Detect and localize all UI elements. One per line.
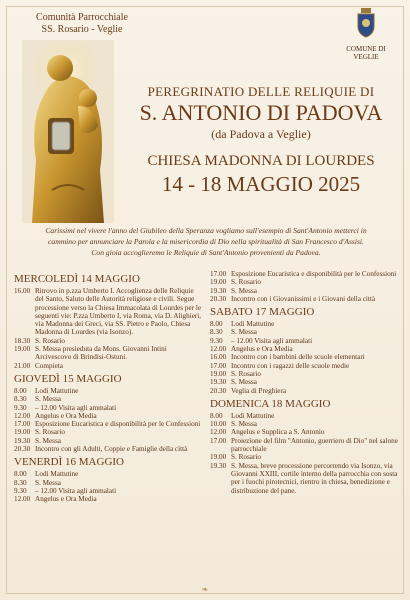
schedule-time: 8.00	[210, 411, 223, 420]
day-heading: MERCOLEDÌ 14 MAGGIO	[14, 273, 140, 285]
schedule-item	[14, 470, 204, 478]
schedule-text: Angelus e Ora Media	[35, 411, 97, 420]
schedule-text: S. Messa	[231, 420, 257, 429]
schedule-item	[210, 420, 400, 428]
schedule-item	[210, 453, 400, 461]
schedule-text: S. Rosario	[35, 336, 65, 345]
schedule-text: Esposizione Eucaristica e disponibilità per le Confessioni	[231, 270, 397, 278]
schedule-time: 8.00	[210, 320, 223, 329]
schedule-item	[210, 387, 400, 395]
schedule-text: S. Messa	[231, 286, 257, 295]
schedule-item	[210, 278, 400, 286]
comune-name: VEGLIE	[353, 53, 379, 61]
schedule-item	[14, 412, 204, 420]
intro-paragraph	[14, 225, 398, 258]
saint-anthony-statue-image	[22, 40, 114, 223]
event-titles	[120, 84, 402, 196]
schedule-text: Angelus e Supplica a S. Antonio	[231, 428, 325, 437]
coat-of-arms-icon	[355, 8, 377, 38]
schedule-text: Compieta	[35, 361, 63, 370]
schedule-time: 9.30	[210, 336, 223, 345]
schedule-time: 19.00	[210, 278, 227, 287]
schedule-text: Proiezione del film "Antonio, guerriero di Dio" nel salone parrocchiale	[231, 436, 398, 454]
schedule-text: S. Rosario	[231, 453, 261, 462]
schedule-time: 9.30	[14, 486, 27, 495]
schedule-time: 12.00	[14, 411, 31, 420]
schedule-item	[14, 395, 204, 403]
schedule-item	[210, 437, 400, 454]
schedule-text: Incontro con i Giovanissimi e i Giovani della città	[231, 294, 376, 303]
schedule-time: 10.00	[210, 420, 227, 429]
schedule-text: S. Rosario	[35, 428, 65, 437]
schedule-item	[14, 287, 204, 337]
schedule-item	[210, 378, 400, 386]
schedule-time: 8.30	[210, 328, 223, 337]
schedule-time: 8.30	[14, 478, 27, 487]
schedule-item	[14, 479, 204, 487]
schedule-text: Lodi Mattutine	[35, 470, 79, 479]
schedule-item	[210, 462, 400, 495]
footer-ornament: ❧	[201, 585, 209, 594]
event-dates: 14 - 18 MAGGIO 2025	[161, 172, 361, 196]
schedule-text: Angelus e Ora Media	[35, 495, 97, 504]
schedule-text: Incontro con gli Adulti, Coppie e Famiglie della città	[35, 445, 188, 454]
intro-line: Carissimi nel vivere l'anno del Giubileo della Speranza vogliamo sull'esempio di Sant'Antonio metterci in	[45, 226, 367, 235]
schedule-time: 12.00	[210, 345, 227, 354]
schedule-item	[14, 387, 204, 395]
schedule-time: 12.00	[210, 428, 227, 437]
parish-header	[22, 12, 142, 36]
schedule-text: Angelus e Ora Media	[231, 345, 293, 354]
schedule-time: 17.00	[210, 436, 227, 445]
saint-name-heading: S. ANTONIO DI PADOVA	[139, 100, 383, 125]
schedule-item	[14, 437, 204, 445]
schedule-time: 16.00	[210, 353, 227, 362]
day-heading: SABATO 17 MAGGIO	[210, 306, 315, 319]
schedule-item	[210, 362, 400, 370]
schedule-item	[14, 428, 204, 436]
day-heading: GIOVEDÌ 15 MAGGIO	[14, 372, 122, 385]
schedule-time: 19.30	[210, 286, 227, 295]
schedule-time: 19.30	[210, 461, 227, 470]
schedule-text: Veglia di Preghiera	[231, 386, 287, 395]
schedule-time: 9.30	[14, 403, 27, 412]
schedule-right-column	[210, 270, 400, 495]
schedule-time: 17.00	[14, 420, 31, 429]
schedule-item	[14, 362, 204, 370]
church-name: CHIESA MADONNA DI LOURDES	[147, 153, 375, 169]
schedule-time: 19.00	[210, 369, 227, 378]
schedule-text: S. Messa	[231, 378, 257, 387]
schedule-time: 21.00	[14, 361, 31, 370]
schedule-text: – 12.00 Visita agli ammalati	[35, 403, 117, 412]
schedule-text: S. Messa	[35, 436, 61, 445]
schedule-item	[14, 337, 204, 345]
schedule-time: 18.30	[14, 336, 31, 345]
schedule-item	[210, 353, 400, 361]
day-heading: VENERDÌ 16 MAGGIO	[14, 456, 124, 469]
schedule-time: 16.00	[14, 287, 31, 295]
route-subtitle: (da Padova a Veglie)	[211, 127, 311, 141]
schedule-time: 8.30	[14, 395, 27, 404]
schedule-item	[210, 270, 400, 278]
schedule-text: S. Messa, breve processione percorrendo via Isonzo, via Giovanni XXIII, cortile interno della parrocchia con sosta per i fuochi pirotecnici, rientro in chiesa, benedizione e distribuzione del pane.	[231, 461, 398, 495]
schedule-text: S. Rosario	[231, 369, 261, 378]
schedule-time: 8.00	[14, 386, 27, 395]
schedule-item	[210, 337, 400, 345]
schedule-item	[14, 404, 204, 412]
day-heading: DOMENICA 18 MAGGIO	[210, 397, 331, 410]
schedule-text: Lodi Mattutine	[35, 386, 79, 395]
schedule-time: 20.30	[14, 445, 31, 454]
intro-line: cammino per annunciare la Parola e la misericordia di Dio nella spiritualità di San Francesco d'Assisi.	[48, 237, 364, 246]
schedule-item	[210, 320, 400, 328]
peregrinatio-heading: PEREGRINATIO DELLE RELIQUIE DI	[147, 84, 375, 99]
schedule-item	[14, 495, 204, 503]
parish-name: Comunità Parrocchiale	[36, 12, 128, 23]
schedule-time: 20.30	[210, 386, 227, 395]
schedule-time: 17.00	[210, 361, 227, 370]
schedule-item	[14, 445, 204, 453]
schedule-item	[210, 328, 400, 336]
schedule-text: S. Messa presieduta da Mons. Giovanni Intini Arcivescovo di Brindisi-Ostuni.	[35, 345, 167, 362]
schedule-text: S. Messa	[35, 395, 61, 404]
schedule-text: Lodi Mattutine	[231, 411, 275, 420]
schedule-item	[210, 412, 400, 420]
schedule-time: 8.00	[14, 470, 27, 479]
schedule-text: – 12.00 Visita agli ammalati	[35, 486, 117, 495]
comune-label: COMUNE DI	[346, 45, 386, 53]
intro-line: Con gioia accoglieremo le Reliquie di Sant'Antonio provenienti da Padova.	[91, 248, 321, 257]
schedule-text: Incontro con i ragazzi delle scuole medie	[231, 361, 350, 370]
schedule-text: – 12.00 Visita agli ammalati	[231, 336, 313, 345]
schedule-text: Ritrovo in p.zza Umberto I. Accoglienza delle Reliquie del Santo, Saluto delle Autorità religiose e civili. Segue processione verso la Chiesa Immacolata di Lourdes per le seguenti vie: P.zza Umberto I, via Roma, via D. Alighieri, via Madonna dei Greci, via SS. Pietro e Paolo, Chiesa Madonna di Lourdes (via Isonzo).	[35, 287, 202, 337]
schedule-text: Incontro con i bambini delle scuole elementari	[231, 353, 365, 362]
schedule-item	[14, 487, 204, 495]
schedule-time: 17.00	[210, 270, 227, 278]
schedule-text: S. Messa	[35, 478, 61, 487]
schedule-time: 19.30	[210, 378, 227, 387]
schedule-time: 12.00	[14, 495, 31, 504]
schedule-time: 19.00	[14, 428, 31, 437]
schedule-left-column	[14, 270, 204, 504]
schedule-item	[210, 370, 400, 378]
comune-block	[340, 8, 392, 61]
schedule-time: 19.00	[210, 453, 227, 462]
schedule-time: 19.00	[14, 345, 31, 354]
schedule-time: 19.30	[14, 436, 31, 445]
schedule-item	[210, 295, 400, 303]
schedule-item	[14, 345, 204, 362]
schedule-time: 20.30	[210, 294, 227, 303]
schedule-item	[210, 287, 400, 295]
schedule-item	[210, 345, 400, 353]
schedule-text: S. Messa	[231, 328, 257, 337]
schedule-item	[14, 420, 204, 428]
schedule-text: Esposizione Eucaristica e disponibilità per le Confessioni	[35, 420, 201, 429]
schedule-text: Lodi Mattutine	[231, 320, 275, 329]
schedule-item	[210, 428, 400, 436]
parish-location: SS. Rosario - Veglie	[41, 24, 123, 35]
schedule-text: S. Rosario	[231, 278, 261, 287]
